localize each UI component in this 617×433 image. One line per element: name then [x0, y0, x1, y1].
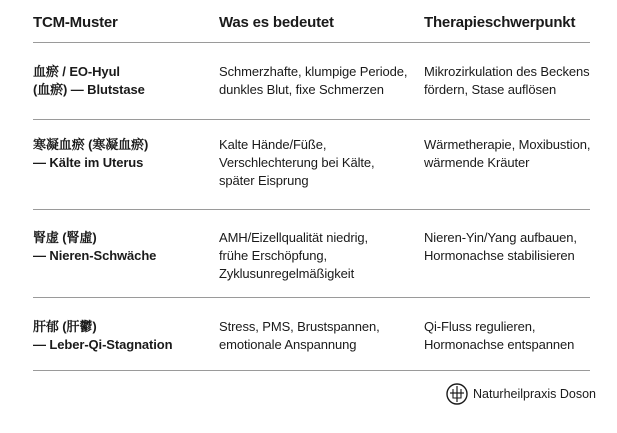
row-1-meaning: Schmerzhafte, klumpige Periode, dunkles Blut, fixe Schmerzen	[219, 64, 408, 97]
row-divider	[33, 209, 590, 210]
row-3-focus: Nieren-Yin/Yang aufbauen, Hormonachse stabilisieren	[424, 230, 577, 263]
header-divider	[33, 42, 590, 43]
row-4-meaning: Stress, PMS, Brustspannen, emotionale Anspannung	[219, 319, 380, 352]
row-3-meaning: AMH/Eizellqualität niedrig, frühe Erschöpfung, Zyklusunregelmäßigkeit	[219, 230, 369, 281]
row-2-pattern: 寒凝血瘀 (寒凝血瘀) — Kälte im Uterus	[33, 137, 149, 170]
row-4-focus: Qi-Fluss regulieren, Hormonachse entspannen	[424, 319, 575, 352]
clinic-logo-icon	[446, 383, 468, 405]
row-1-pattern: 血瘀 / EO-Hyul (血瘀) — Blutstase	[33, 64, 145, 97]
header-therapie: Therapieschwerpunkt	[424, 14, 576, 31]
header-tcm-muster: TCM-Muster	[33, 14, 118, 31]
brand-logo	[446, 382, 596, 406]
header-bedeutung: Was es bedeutet	[219, 14, 334, 31]
row-divider	[33, 119, 590, 120]
row-2-meaning: Kalte Hände/Füße, Verschlechterung bei Kälte, später Eisprung	[219, 137, 375, 188]
row-2-focus: Wärmetherapie, Moxibustion, wärmende Kräuter	[424, 137, 591, 170]
row-3-pattern: 腎虚 (腎虛) — Nieren-Schwäche	[33, 230, 157, 263]
clinic-name: Naturheilpraxis Doson	[473, 387, 596, 401]
row-1-focus: Mikrozirkulation des Beckens fördern, Stase auflösen	[424, 64, 590, 97]
row-divider	[33, 297, 590, 298]
row-4-pattern: 肝郁 (肝鬱) — Leber-Qi-Stagnation	[33, 319, 173, 352]
footer-divider	[33, 370, 590, 371]
